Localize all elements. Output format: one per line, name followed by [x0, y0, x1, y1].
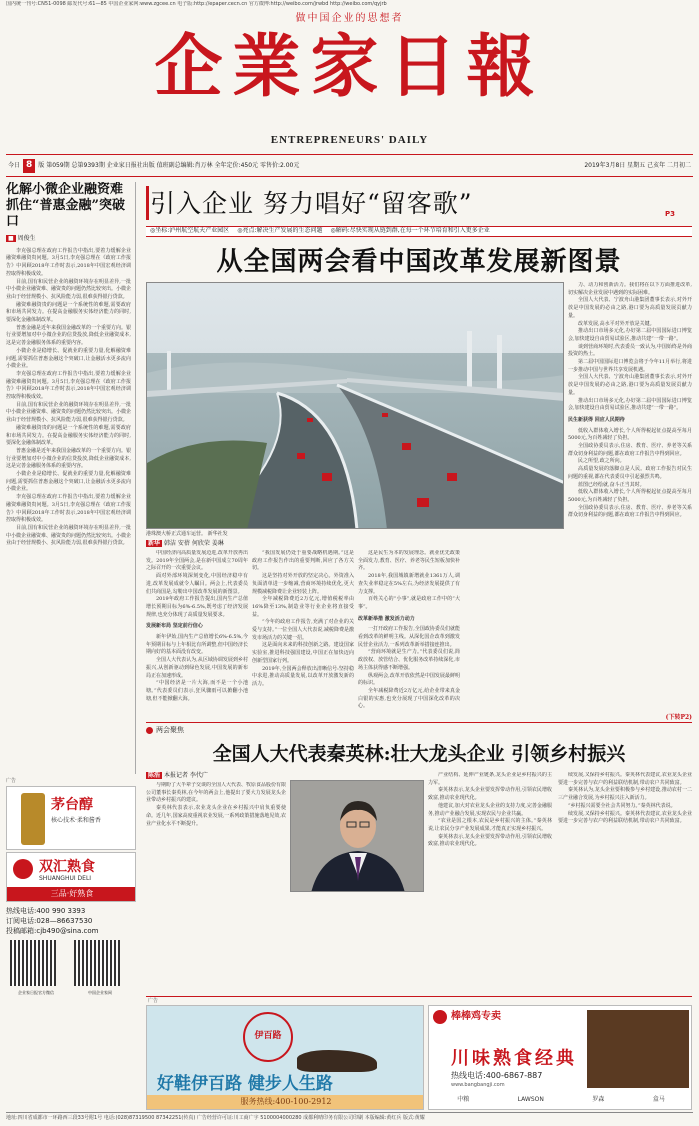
deli-name-en: SHUANGHUI DELI [39, 875, 92, 882]
paragraph: 目前,国有和民营企业的融资环境存在明显差异,一批中小微企业融资难、融资贵的问题仍然比较突出。小微企业由于经营规模小、抗风险能力弱,很难获得银行贷款。 [6, 401, 132, 424]
paragraph: 一打开政府工作报告,全国政协委员们就能看到改革的鲜明主线。从深化国企改革到激发民营企业活力,一系列改革新举措接连推出。 [358, 626, 460, 648]
paragraph: 融资难融资贵的问题是一个系统性的难题,需要政府和市场共同发力。在提高金融服务实体经济能力的同时,要深化金融体制改革。 [6, 424, 131, 447]
byline-tag: ■ [8, 235, 14, 242]
paragraph: 目前,国有和民营企业的融资环境存在明显差异,一批中小微企业融资难、融资贵的问题仍然比较突出。小微企业由于经营规模小、抗风险能力弱,很难获得银行贷款。 [6, 278, 132, 300]
paragraph: “乡村振兴需要全社会共同努力。”秦英林代表说。 [568, 802, 676, 809]
shoe-icon [297, 1050, 377, 1072]
paragraph: 改革发展,高水平对外开放是关键。 [578, 320, 655, 327]
deli-tag: 三品·好熟食 [7, 887, 136, 901]
subheading: 民生新获得 回应人民期待 [568, 416, 625, 423]
paragraph: 全国政协委员表示,住房、教育、医疗、养老等关系群众切身利益的问题,都在政府工作报告中得到回应。 [568, 443, 692, 457]
paragraph: 高质量发展的落脚点是人民。政府工作报告对民生问题的重视,都在代表委员中引起强烈共鸣。 [568, 466, 692, 480]
footer-address: 地址:四川省成都市一环路西三段33号附1号 电话:(028)87319500 87342251(传真) 广告经营许可证:川工商广字 5100004000280 成都利晴印务有限公司印刷 本版编辑:黄红兵 版式:黄耀 [6, 1115, 425, 1121]
paragraph: 他建议,加大对农业龙头企业的支持力度,完善金融服务,推动产业融合发展,实现农民与企业共赢。 [428, 802, 552, 817]
paragraph: 推动出口市场多元化,办好第二届中国国际进口博览会,加快建设自由贸易试验区,推动共建“一带一路”。 [568, 328, 692, 342]
liquor-brand: 茅台醇 [51, 797, 93, 813]
deli-hotline: 热线电话:400-6867-887 [451, 1071, 543, 1080]
paragraph: 2019年,全国两会释放出清晰信号:坚持稳中求进,推动高质量发展,以改革开放激发新的活力。 [252, 665, 354, 687]
liquor-slogan: 核心技术·柔和酱香 [51, 817, 101, 824]
section-label [146, 725, 692, 736]
submission-email: 投稿邮箱:cjb490@sina.com [6, 927, 99, 935]
paragraph: 小微企业是稳增长、促就业的重要力量,化解融资难问题,需要抓住普惠金融这个突破口,让金融活水更多流向小微企业。 [6, 347, 131, 370]
left-article-headline[interactable]: 化解小微企业融资难 抓住“普惠金融”突破口 [6, 182, 125, 229]
bridge-illustration [147, 283, 564, 529]
paragraph: “我国发展仍处于重要战略机遇期。”这是政府工作报告作出的重要判断,回应了各方关切。 [252, 550, 354, 572]
left-article-body [6, 248, 131, 548]
paragraph: “营商环境就是生产力。”代表委员们说,简政放权、放管结合、优化服务改革持续深化,市场主体获得感不断增强。 [358, 649, 460, 671]
secondary-col-2 [428, 772, 552, 894]
paragraph: 纵观两会,改革开放依然是中国发展最鲜明的标识。 [358, 672, 460, 687]
divider [6, 154, 693, 155]
partner-logo: 盒马 [652, 1096, 665, 1103]
bullet: ◎坐标:泸州航空航天产业园区 [150, 227, 230, 235]
byline-author: 本报记者 李代广 [164, 772, 208, 779]
paragraph: 产业结构、延伸产业链条,龙头企业是乡村振兴的主力军。 [428, 772, 552, 786]
paragraph: 李克强总理在政府工作报告中指出,要着力缓解企业融资难融资贵问题。3月5日,李克强总理在《政府工作报告》中回顾2018年工作时表示,2018年中国宏观经济调控取得积极成效。 [6, 370, 131, 401]
liquor-ad[interactable] [6, 786, 136, 850]
deli-brand: 棒棒鸡专卖 [451, 1011, 501, 1022]
portrait-photo [290, 780, 424, 892]
photo-caption [146, 531, 564, 538]
paragraph: 秦英林表示,龙头企业要发挥带动作用,引领农民增收致富,推动农业现代化。 [428, 787, 552, 802]
top-story-bullets [146, 226, 692, 237]
main-col-1 [146, 550, 248, 722]
paragraph: 续发展,又保持乡村振兴。秦英林代表建议,农业龙头企业要进一步完善与农户的利益联结机制,带动农户共同致富。 [558, 810, 692, 825]
caption-text: 港珠澳大桥正式通车运营。 新华社发 [146, 531, 228, 537]
paragraph: 这是坚持对外开放的坚定决心。外资准入负面清单进一步缩减,营商环境持续优化,更大规模减税降费让企业轻装上阵。 [252, 573, 354, 595]
paragraph: 百姓关心的“小事”,就是政府工作中的“大事”。 [358, 596, 460, 610]
paragraph: 小微企业是稳增长、促就业的重要力量,化解融资难问题,需要抓住普惠金融这个突破口,让金融活水更多流向小微企业。 [6, 471, 131, 493]
deli-name: 双汇熟食 [39, 859, 95, 875]
paragraph: 与期盼了大半辈子交谈的全国人大代表、牧原食品股份有限公司董事长秦英林,在今年的两会上,他提出了要大力发展龙头企业带动乡村振兴的建议。 [146, 782, 286, 804]
shoe-slogan: 好鞋伊百路 健步人生路 [157, 1074, 333, 1094]
qr-label: 企业家日报官方微信 [18, 990, 54, 995]
bottle-icon [21, 793, 45, 845]
top-info-text: 国内统一刊号:CN51-0098 邮发代号:61—85 中国企业家网:www.zgcee.cn 电子版:http://epaper.cecn.cn 官方微博:http://weibo.com/jrwbd http://weibo.com/qyjrb [6, 1, 387, 7]
top-info-bar [6, 1, 693, 9]
paragraph: 2018年,我国城镇新增就业1361万人,调查失业率稳定在5%左右,为经济发展提供了有力支撑。 [358, 573, 460, 595]
byline-tag: 陈浩 [148, 772, 161, 779]
masthead: 企業家日報 [154, 27, 545, 107]
deli-website: www.bangbangji.com [451, 1082, 505, 1088]
shoe-brand-seal: 伊百路 [243, 1012, 293, 1062]
paragraph: 第二届中国国际进口博览会将于今年11月举行,将进一步推动中国与世界共享发展机遇。 [568, 359, 692, 373]
slogan: 做中国企业的思想者 [295, 13, 404, 24]
subheading: 改革新举措 激发活力动力 [358, 615, 415, 622]
accent-bar [146, 186, 149, 220]
paragraph: 低收入群体收入增长,个人所得税起征点提高至每月5000元,为百姓减轻了负担。 [568, 489, 692, 503]
shop-photo [587, 1010, 689, 1088]
deli-ad[interactable] [6, 852, 136, 902]
paragraph: “农业是国之根本,农民是乡村振兴的主体。”秦英林说,让农民分享产业发展成果,才能真正实现乡村振兴。 [428, 818, 552, 832]
masthead-english: ENTREPRENEURS' DAILY [270, 134, 429, 146]
paragraph: 推动出口市场多元化,办好第二届中国国际进口博览会,加快建设自由贸易试验区,推动共建“一带一路”。 [568, 397, 692, 412]
page-ref[interactable]: P3 [665, 210, 676, 218]
paragraph: 续发展,又保持乡村振兴。秦英林代表建议,农业龙头企业要进一步完善与农户的利益联结机制,带动农户共同致富。 [558, 772, 692, 786]
shoe-hotline: 服务热线:400-100-2912 [147, 1095, 424, 1109]
web-qr-icon[interactable] [74, 940, 120, 986]
paragraph: 全国人大代表、宁波舟山港集团董事长表示,对外开放是中国发展的必由之路,港口要为高质量发展贡献力量。 [568, 374, 692, 396]
main-headline[interactable]: 从全国两会看中国改革发展新图景 [216, 247, 622, 277]
subheading: 发展新布局 坚定前行信心 [146, 623, 203, 630]
section-name: 两会聚焦 [156, 726, 184, 735]
paragraph: 中国经济向高质量发展迈进,改革开放再出发。2019年全国两会,是在新中国成立70周年之际召开的一次重要会议。 [146, 550, 248, 572]
issue-date: 2019年3月8日 星期五 己亥年 二月初二 [584, 161, 691, 169]
paragraph: 力、动力和创新活力。我们将在以下方面推进改革,切实解决企业发展中遇到的实际困难。 [568, 282, 692, 296]
paragraph: 融资难融资贵的问题是一个系统性的难题,需要政府和市场共同发力。在提高金融服务实体经济能力的同时,要深化金融体制改革。 [6, 301, 131, 324]
partner-logo: 罗森 [592, 1096, 605, 1103]
paragraph: 全国人大代表、宁波舟山港集团董事长表示,对外开放是中国发展的必由之路,港口要为高质量发展贡献力量。 [568, 297, 692, 319]
subscribe-phone: 订阅电话:028—86637530 [6, 917, 93, 925]
issue-bar [8, 158, 691, 174]
secondary-col-1 [146, 782, 286, 894]
ad-label: 广告 [148, 998, 159, 1004]
wechat-qr-icon[interactable] [10, 940, 56, 986]
paragraph: 全国人大代表认为,从区域协调发展到乡村振兴,从创新驱动到绿色发展,中国发展的新布局正在加速形成。 [146, 657, 248, 679]
paragraph: 全国政协委员表示,住房、教育、医疗、养老等关系群众切身利益的问题,都在政府工作报告中得到回应。 [568, 504, 692, 519]
divider [146, 722, 692, 723]
portrait-illustration [291, 781, 424, 892]
bangbangji-ad[interactable] [428, 1005, 692, 1110]
paragraph: 秦英林认为,龙头企业要积极参与乡村建设,推动农村一二三产业融合发展,为乡村振兴注入新活力。 [558, 787, 692, 802]
partner-logo: LAWSON [517, 1096, 544, 1103]
paragraph: 谈到营商环境时,代表委员一致认为,中国始终是外商投资的热土。 [568, 343, 692, 358]
paragraph: 2019年政府工作报告提出,国内生产总值增长预期目标为6%-6.5%,既考虑了经济发展规律,也充分体现了高质量发展要求。 [146, 596, 248, 618]
left-article[interactable] [6, 182, 136, 774]
contact-info [6, 906, 136, 936]
issue-info: 版 第059期 总第9393期 企业家日报社出版 值班副总编辑:肖万林 全年定价:450元 零售价:2.00元 [38, 161, 300, 169]
paragraph: 普惠金融是近年来我国金融改革的一个重要方向。银行业要增加对中小微企业的信贷投放,降低企业融资成本,这是完善金融服务体系的重要内容。 [6, 324, 132, 347]
left-article-byline [6, 235, 131, 244]
paragraph: 李克强总理在政府工作报告中指出,要着力缓解企业融资难融资贵问题。3月5日,李克强总理在《政府工作报告》中回顾2018年工作时表示,2018年中国宏观经济调控取得积极成效。 [6, 247, 131, 277]
main-col-4 [568, 282, 692, 714]
main-col-2 [252, 550, 354, 722]
top-story-headline[interactable]: 引入企业 努力唱好“留客歌” [150, 189, 473, 218]
continued-label[interactable]: (下转P2) [665, 714, 692, 721]
section-dot-icon [146, 727, 153, 734]
divider [6, 176, 693, 177]
hotline-phone: 热线电话:400 990 3393 [6, 907, 86, 915]
divider [146, 996, 692, 997]
paragraph: 低收入群体收入增长,个人所得税起征点提高至每月5000元,为百姓减轻了负担。 [568, 427, 692, 442]
paragraph: “中国经济是一片大海,而不是一个小池塘。”代表委员们表示,狂风骤雨可以掀翻小池塘,但不能掀翻大海。 [146, 680, 248, 702]
paragraph: 面对外部环境深刻变化,中国经济稳中有进,改革发展成就令人瞩目。两会上,代表委员们共商国是,勾勒出中国改革发展的新图景。 [146, 573, 248, 595]
today-label: 今日 [8, 161, 21, 169]
byline-author: 韩洁 安蓓 何欣荣 姜琳 [164, 540, 224, 547]
bullet: ◎亮点:解决生产发展的生态问题 [237, 227, 323, 235]
paragraph: 目前,国有和民营企业的融资环境存在明显差异,一批中小微企业融资难、融资贵的问题仍然比较突出。小微企业由于经营规模小、抗风险能力弱,很难获得银行贷款。 [6, 525, 132, 547]
footer [6, 1112, 693, 1122]
secondary-headline[interactable]: 全国人大代表秦英林:壮大龙头企业 引领乡村振兴 [212, 743, 626, 765]
page-number: 8 [23, 159, 35, 172]
paragraph: 民之所望,政之所向。 [578, 458, 625, 465]
deli-logo-icon [13, 859, 33, 879]
shoe-ad[interactable] [146, 1005, 424, 1110]
paragraph: 李克强总理在政府工作报告中指出,要着力缓解企业融资难融资贵问题。3月5日,李克强总理在《政府工作报告》中回顾2018年工作时表示,2018年中国宏观经济调控取得积极成效。 [6, 494, 131, 524]
deli-slogan: 川味熟食经典 [451, 1048, 577, 1069]
bullet: ◎解码:尽快实现从链到群,在每一个环节培育和引入更多企业 [330, 227, 490, 235]
paragraph: 蓝图已经绘就,奋斗正当其时。 [578, 481, 645, 488]
deli-logo-icon [433, 1010, 447, 1024]
paragraph: 全年减税降费近2万亿元,增值税税率由16%降至13%,制造业等行业企业将直接受益。 [252, 596, 354, 618]
paragraph: 秦英林代表表示,农业龙头企业在乡村振兴中肩负重要使命。近几年,国家高度重视农业发展,一系列政策措施落地见效,农业产业化水平不断提升。 [146, 805, 286, 827]
byline-tag: 新华 [148, 540, 161, 547]
secondary-col-3 [558, 772, 692, 894]
paragraph: 新年伊始,国内生产总值增长6%-6.5%,今年预期目标与上年相比有所调整,但中国经济长期向好的基本面没有改变。 [146, 634, 248, 656]
partner-logo: 中粮 [457, 1096, 470, 1103]
bridge-photo [146, 282, 564, 529]
paragraph: 全年减税降费近2万亿元,给企业带来真金白银的实惠,也充分展现了中国深化改革的决心。 [358, 687, 460, 710]
paragraph: 秦英林表示,龙头企业要发挥带动作用,引领农民增收致富,推动农业现代化。 [428, 833, 552, 848]
main-byline [146, 540, 564, 549]
paragraph: “今年的政府工作报告,充满了对企业的关爱与支持。”一位全国人大代表说,减税降费是激发市场活力的关键一招。 [252, 619, 354, 641]
paragraph: 普惠金融是近年来我国金融改革的一个重要方向。银行业要增加对中小微企业的信贷投放,降低企业融资成本,这是完善金融服务体系的重要内容。 [6, 447, 132, 470]
paragraph: 这是面向未来的科技创新之路。建设国家实验室,推进科技强国建设,中国正在加快迈向创新型国家行列。 [252, 642, 354, 664]
main-col-3 [358, 550, 460, 722]
byline-author: 周俊生 [17, 235, 36, 242]
paragraph: 这是民生为本的发展理念。就业优先政策全面发力,教育、医疗、养老等民生短板加快补齐。 [358, 550, 460, 572]
ad-label: 广告 [6, 778, 17, 784]
partner-logos [433, 1096, 689, 1108]
qr-label: 中国企业家网 [88, 990, 112, 995]
